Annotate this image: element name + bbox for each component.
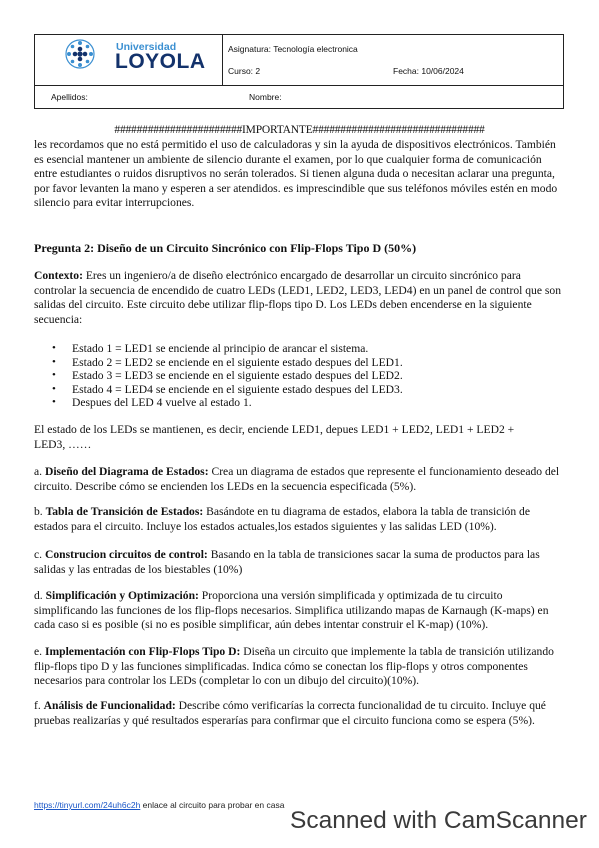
date-label: Fecha: 10/06/2024 (393, 66, 464, 76)
camscanner-watermark: Scanned with CamScanner (290, 807, 587, 834)
task-a-prefix: a. (34, 465, 45, 478)
task-a-text: Crea un diagrama de estados que represente el funcionamiento deseado del circuito. Describe cómo se encienden los LEDs en la secuencia especificada (5%). (34, 465, 560, 493)
led-state-note: El estado de los LEDs se mantienen, es decir, enciende LED1, depues LED1 + LED2, LED1 + LED2 + LED3, …… (34, 423, 515, 451)
name-label: Nombre: (249, 92, 282, 102)
task-b-label: Tabla de Transición de Estados: (45, 505, 204, 518)
context-paragraph (34, 269, 562, 327)
task-c (34, 548, 562, 577)
task-f-text: Describe cómo verificarías la correcta funcionalidad de tu circuito. Incluye qué pruebas realizarías y qué resultados esperarías para confirmar que el circuito funciona como se espera (5%). (34, 699, 546, 727)
context-text: Eres un ingeniero/a de diseño electrónico encargado de desarrollar un circuito sincrónico para controlar la secuencia de encendido de cuatro LEDs (LED1, LED2, LED3, LED4) en un panel de control que son salidas del circuito. Este circuito debe utilizar flip-flops tipo D. Los LEDs deben encenderse en la siguiente secuencia: (34, 269, 562, 326)
task-e (34, 645, 562, 689)
task-b (34, 505, 562, 534)
list-item: • Despues del LED 4 vuelve al estado 1. (50, 396, 560, 410)
course-label: Curso: 2 (228, 66, 261, 76)
task-d-text: Proporciona una versión simplificada y optimizada de tu circuito simplificando las funciones de los flip-flops necesarios. Simplifica utilizando mapas de Karnaugh (K-maps) en cada caso si es posible (si no es posible simplificar, aún debes intentar construir el K-map) (10%). (34, 589, 549, 632)
footer-text: enlace al circuito para probar en casa (140, 800, 285, 810)
task-a (34, 465, 562, 494)
state-list (50, 342, 560, 410)
task-d-label: Simplificación y Optimización: (45, 589, 199, 602)
logo-loyola-text: LOYOLA (115, 50, 206, 73)
footer-note (34, 800, 284, 810)
list-item: • Estado 2 = LED2 se enciende en el siguiente estado despues del LED1. (50, 356, 560, 370)
header-table (34, 34, 564, 109)
university-emblem-icon (65, 38, 95, 70)
task-c-label: Construcion circuitos de control: (44, 548, 208, 561)
question-title: Pregunta 2: Diseño de un Circuito Sincrónico con Flip-Flops Tipo D (50%) (34, 241, 417, 255)
task-c-text: Basando en la tabla de transiciones sacar la suma de productos para las salidas y las entradas de los biestables (10%) (34, 548, 540, 576)
task-f-prefix: f. (34, 699, 44, 712)
surname-label: Apellidos: (51, 92, 88, 102)
list-item: • Estado 3 = LED3 se enciende en el siguiente estado despues del LED2. (50, 369, 560, 383)
task-e-text: Diseña un circuito que implemente la tabla de transición utilizando flip-flops tipo D y las funciones simplificadas. Indica cómo se conectan los flip-flops y otros componentes necesarios para controlar los LEDs (completar lo con un dibujo del circuito)(10%). (34, 645, 554, 688)
task-d-prefix: d. (34, 589, 46, 602)
logo-cell (35, 35, 223, 86)
task-f-label: Análisis de Funcionalidad: (43, 699, 176, 712)
task-e-prefix: e. (34, 645, 45, 658)
intro-paragraph: les recordamos que no está permitido el uso de calculadoras y sin la ayuda de dispositivos electrónicos. También es esencial mantener un ambiente de silencio durante el examen, por lo que cualquier forma de comunicación entre estudiantes o ruidos disruptivos no serán tolerados. Si tienen alguna duda o necesitan aclarar una pregunta, por favor levanten la mano y esperen a ser atendidos. es imprescindible que sus teléfonos móviles estén en modo silencio para evitar interrupciones. (34, 138, 558, 210)
important-banner: #######################IMPORTANTE############################### (114, 124, 485, 136)
subject-label: Asignatura: Tecnología electronica (228, 44, 358, 54)
circuit-link[interactable]: https://tinyurl.com/24uh6c2h (34, 800, 141, 810)
task-a-label: Diseño del Diagrama de Estados: (44, 465, 209, 478)
task-c-prefix: c. (34, 548, 45, 561)
course-info-cell (223, 35, 563, 86)
list-item: • Estado 4 = LED4 se enciende en el siguiente estado despues del LED3. (50, 383, 560, 397)
task-e-label: Implementación con Flip-Flops Tipo D: (44, 645, 241, 658)
task-b-prefix: b. (34, 505, 46, 518)
logo-university-text: Universidad (116, 41, 177, 53)
task-f (34, 699, 562, 728)
task-d (34, 589, 562, 633)
task-b-text: Basándote en tu diagrama de estados, elabora la tabla de transición de estados para el circuito. Incluye los estados actuales,los estados siguientes y las salidas LED (10%). (34, 505, 530, 533)
list-item: • Estado 1 = LED1 se enciende al principio de arancar el sistema. (50, 342, 560, 356)
context-label: Contexto: (34, 269, 83, 282)
